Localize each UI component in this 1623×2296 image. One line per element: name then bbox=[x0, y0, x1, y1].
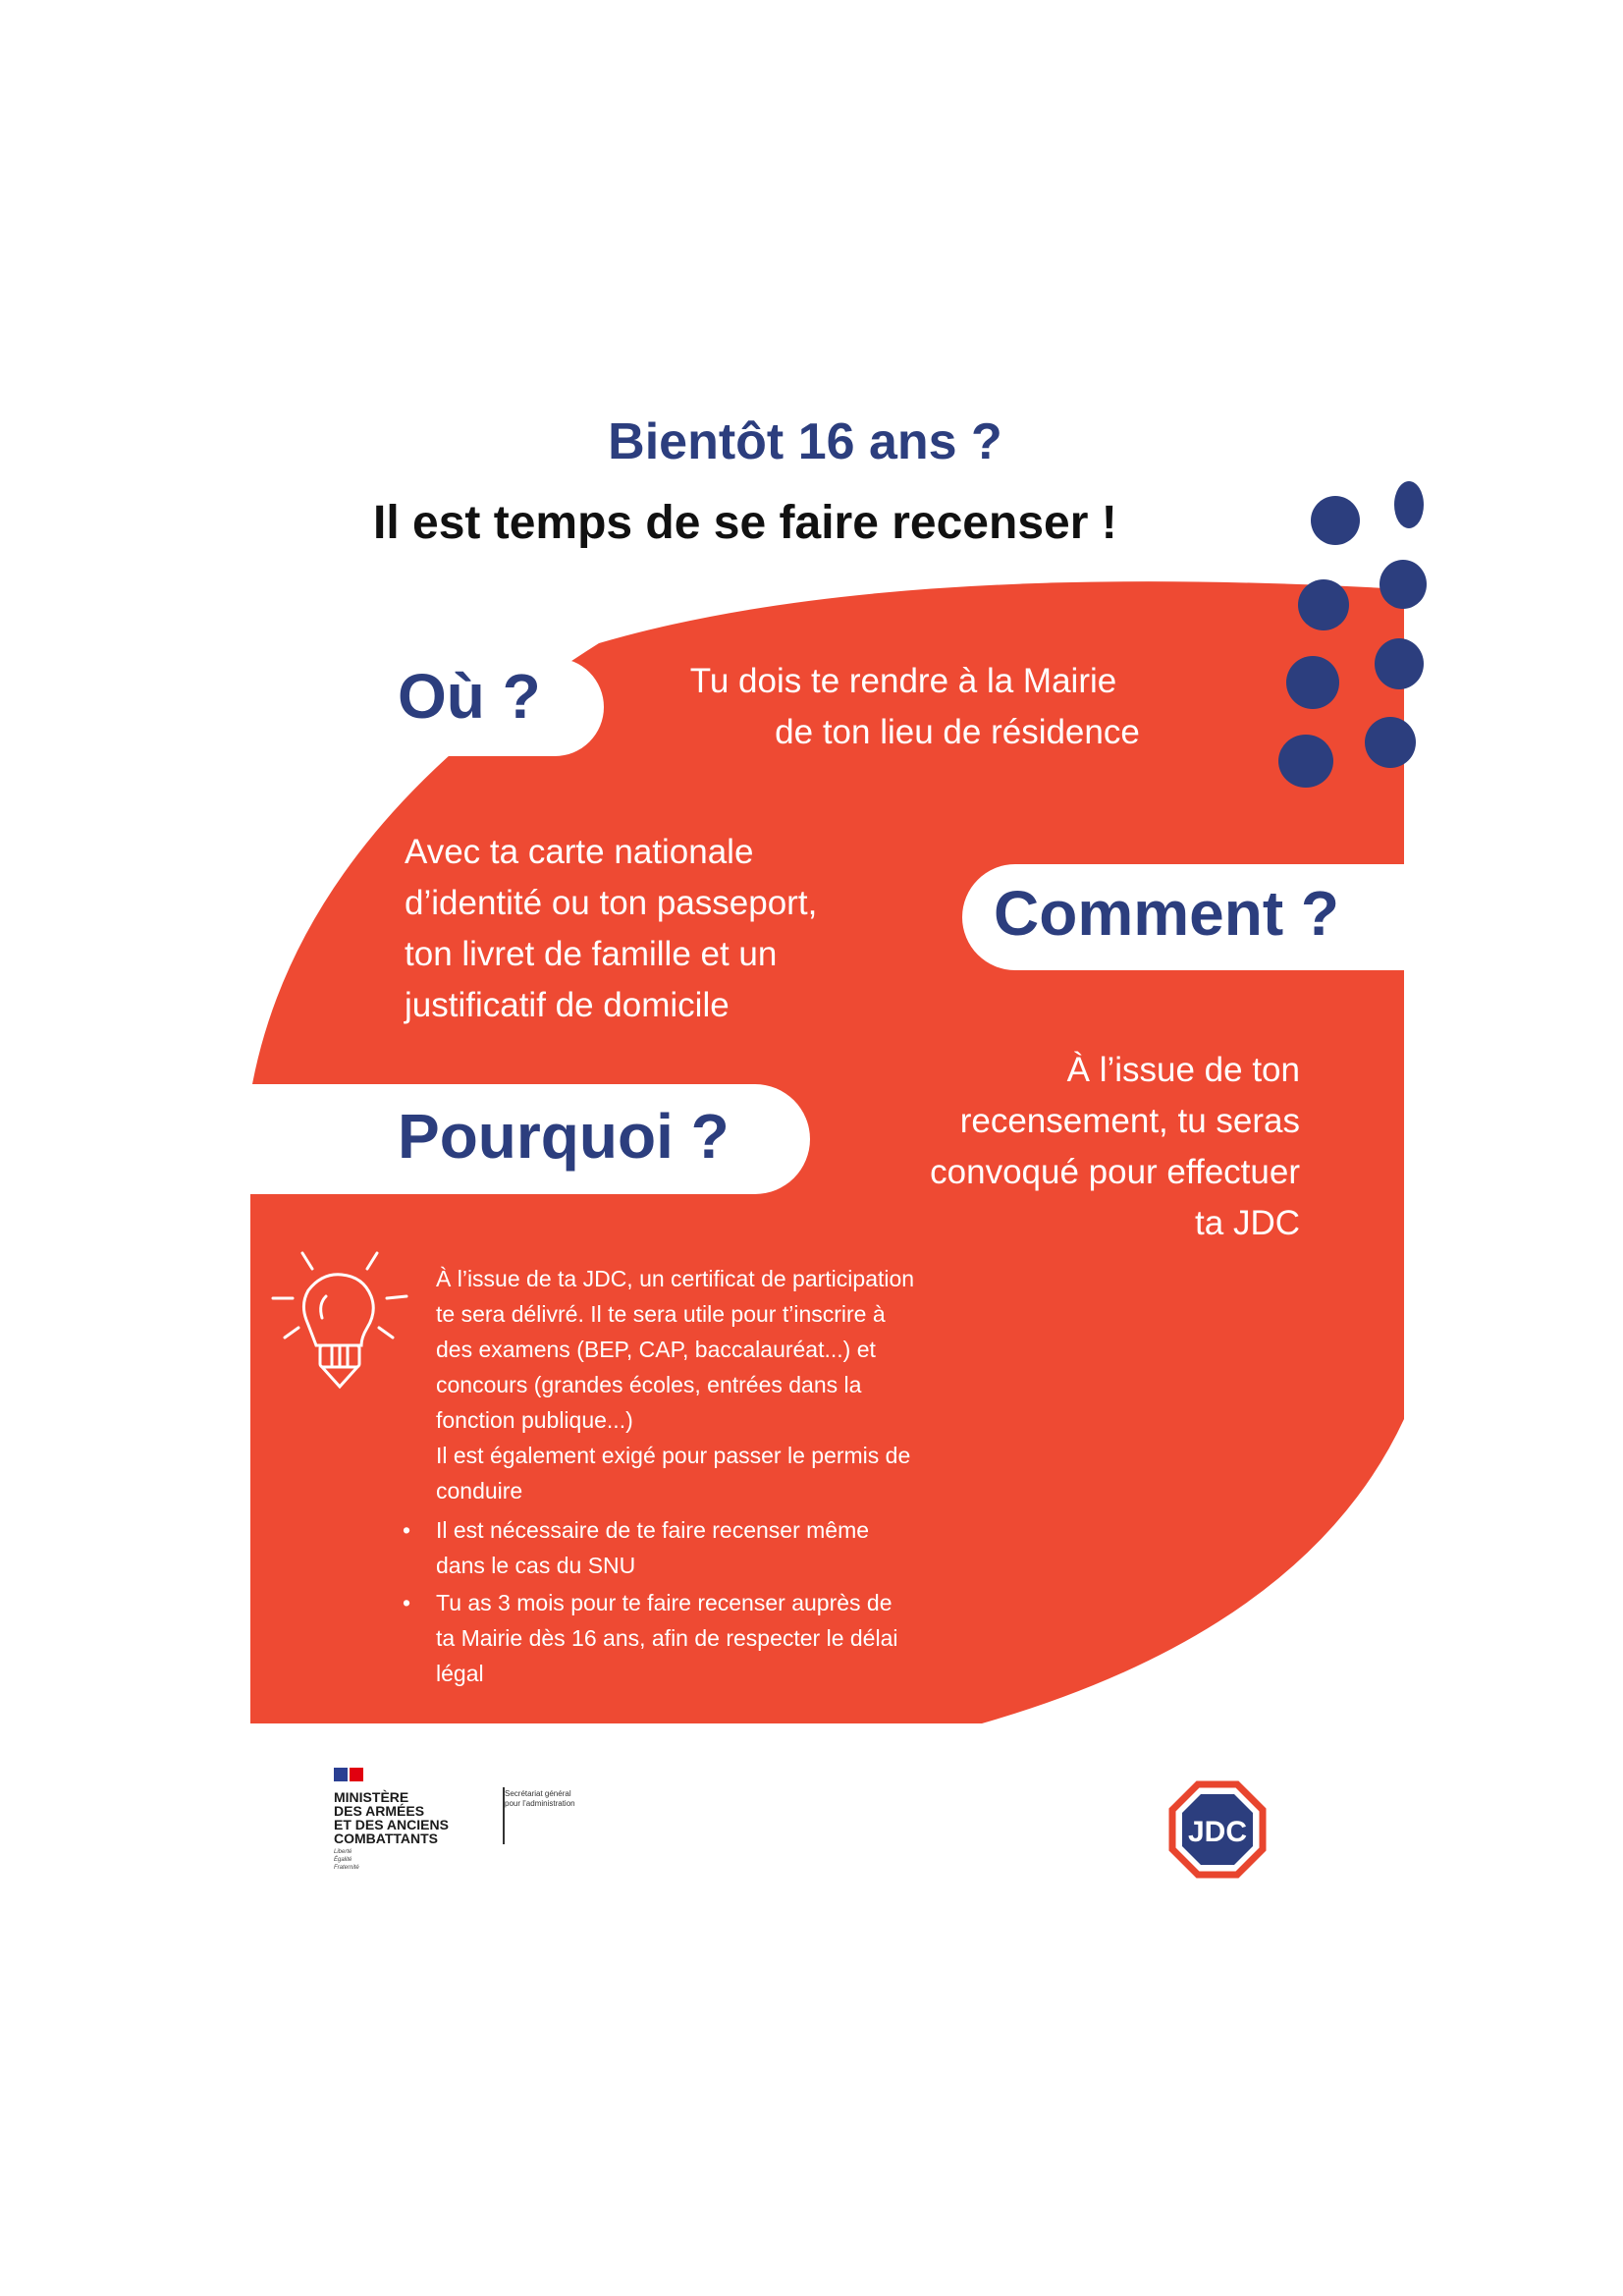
question-ou: Où ? bbox=[398, 661, 541, 732]
page-subtitle: Il est temps de se faire recenser ! bbox=[373, 497, 1117, 549]
page-title: Bientôt 16 ans ? bbox=[608, 413, 1002, 470]
answer-comment: Avec ta carte nationale d’identité ou ton passeport, ton livret de famille et un justificatif de domicile bbox=[405, 833, 818, 1024]
list-item: • Tu as 3 mois pour te faire recenser auprès de ta Mairie dès 16 ans, afin de respecter le délai légal bbox=[399, 1585, 1086, 1691]
lightbulb-icon bbox=[267, 1247, 414, 1404]
svg-text:JDC: JDC bbox=[1187, 1816, 1248, 1848]
info-bullet-list bbox=[399, 1512, 1086, 1693]
jdc-logo bbox=[1168, 1780, 1267, 1879]
secretariat-label: Secrétariat général pour l’administration bbox=[505, 1789, 575, 1808]
info-paragraph: À l’issue de ta JDC, un certificat de participation te sera délivré. Il te sera utile pour t’inscrire à des examens (BEP, CAP, baccalauréat...) et concours (grandes écoles, entrées dans la fonction publique...) Il est également exigé pour passer le permis de conduire bbox=[436, 1266, 915, 1503]
answer-pourquoi: À l’issue de ton recensement, tu seras convoqué pour effectuer ta JDC bbox=[930, 1051, 1300, 1242]
question-comment: Comment ? bbox=[994, 878, 1339, 949]
ministry-logo: MINISTÈRE DES ARMÉES ET DES ANCIENS COMBATTANTS Liberté Égalité Fraternité bbox=[334, 1768, 449, 1872]
question-pourquoi: Pourquoi ? bbox=[398, 1101, 730, 1172]
answer-ou: Tu dois te rendre à la Mairie de ton lieu de résidence bbox=[689, 662, 1140, 751]
marianne-flag-icon bbox=[334, 1768, 363, 1781]
list-item: • Il est nécessaire de te faire recenser même dans le cas du SNU bbox=[399, 1512, 1086, 1583]
